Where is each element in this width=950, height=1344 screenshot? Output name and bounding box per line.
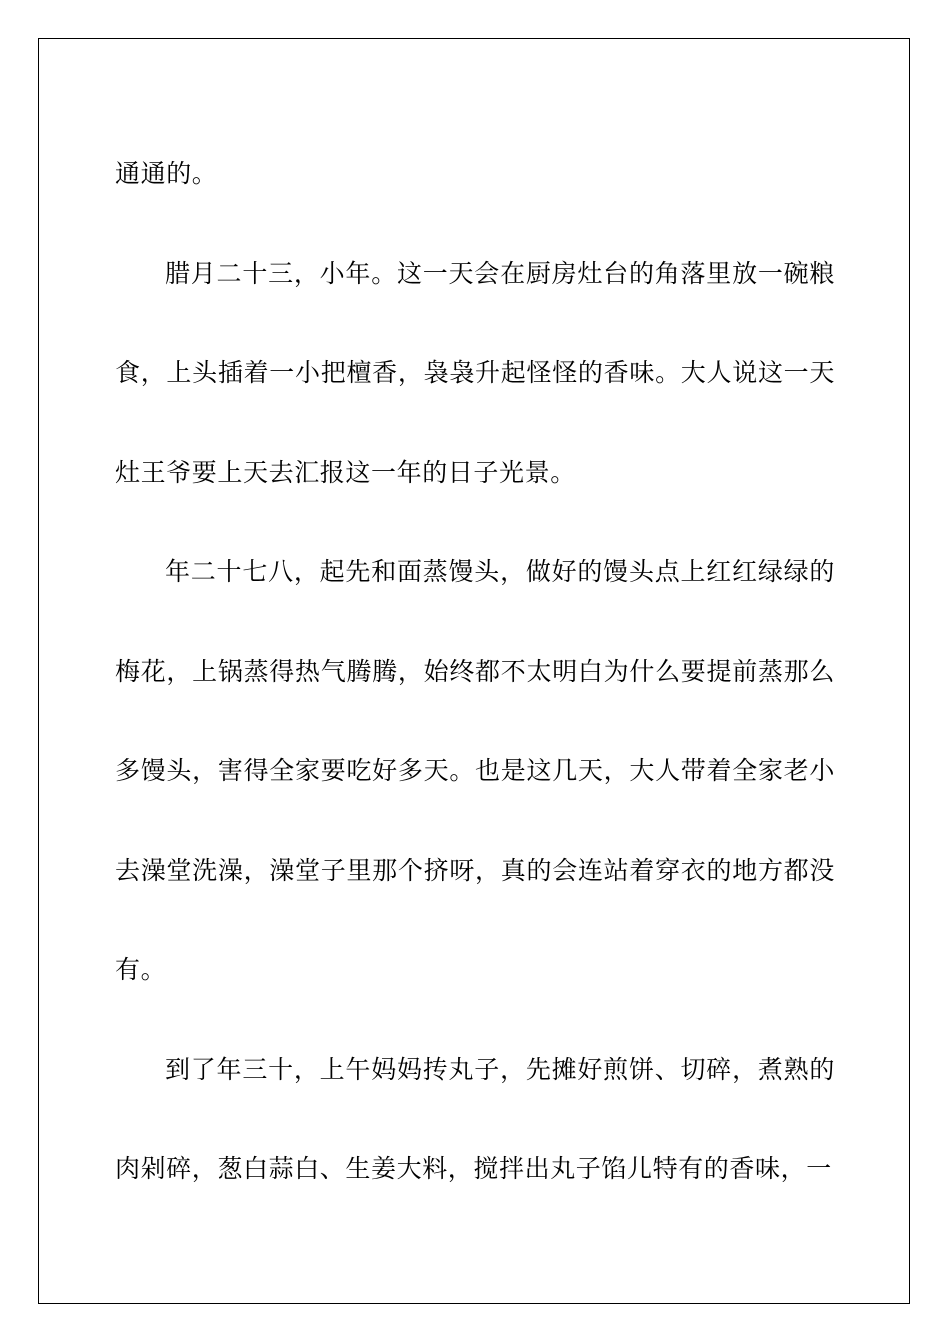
document-body bbox=[115, 124, 835, 1219]
paragraph-little-new-year: 腊月二十三，小年。这一天会在厨房灶台的角落里放一碗粮食，上头插着一小把檀香，袅袅升起怪怪的香味。大人说这一天灶王爷要上天去汇报这一年的日子光景。 bbox=[115, 258, 835, 487]
paragraph-new-years-eve: 到了年三十，上午妈妈抟丸子，先摊好煎饼、切碎，煮熟的肉剁碎，葱白蒜白、生姜大料，搅拌出丸子馅儿特有的香味，一 bbox=[115, 1054, 835, 1183]
paragraph-steamed-buns: 年二十七八，起先和面蒸馒头，做好的馒头点上红红绿绿的梅花，上锅蒸得热气腾腾，始终都不太明白为什么要提前蒸那么多馒头，害得全家要吃好多天。也是这几天，大人带着全家老小去澡堂洗澡，澡堂子里那个挤呀，真的会连站着穿衣的地方都没有。 bbox=[115, 557, 835, 984]
paragraph-continuation: 通通的。 bbox=[115, 159, 218, 188]
